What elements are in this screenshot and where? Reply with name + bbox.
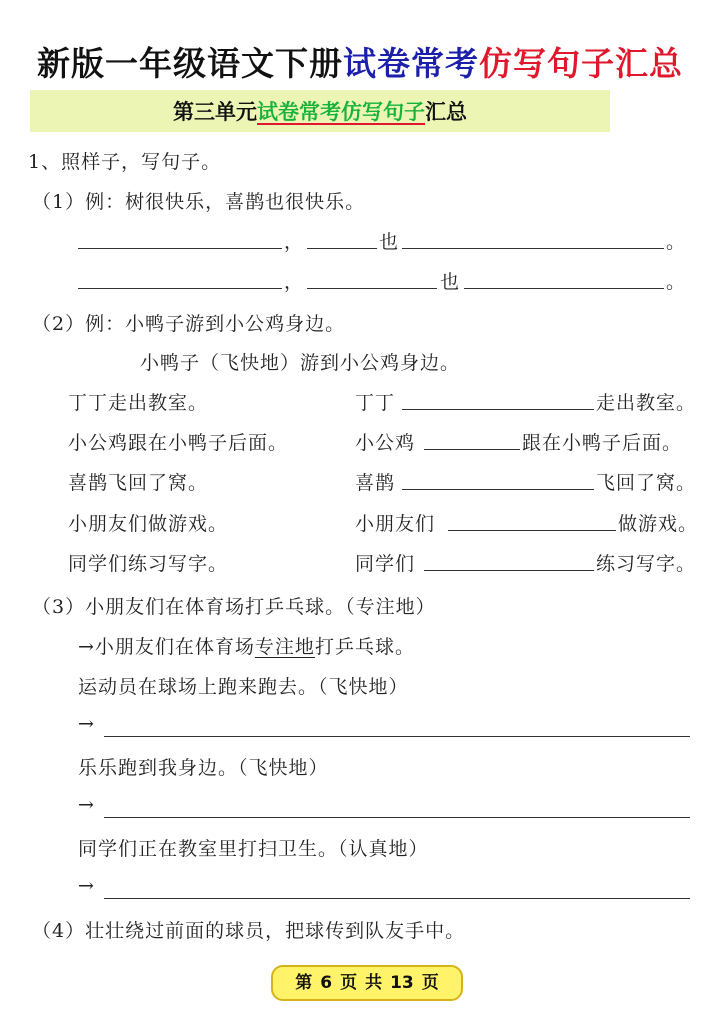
- answer-key: 专注地: [254, 636, 315, 658]
- rewrite-prefix: 喜鹊: [355, 472, 396, 494]
- page-number-badge: [271, 965, 463, 1001]
- blank-line[interactable]: [402, 248, 664, 249]
- blank-line[interactable]: [402, 489, 594, 490]
- blank-line[interactable]: [464, 288, 664, 289]
- blank-line[interactable]: [307, 288, 437, 289]
- subtitle: [30, 96, 610, 126]
- original-sentence: 小朋友们做游戏。: [68, 513, 229, 535]
- example-1: （1）例：树很快乐，喜鹊也很快乐。: [32, 191, 366, 213]
- example-3-answer: [78, 632, 415, 659]
- ye-char: 也: [379, 231, 400, 253]
- question-heading: 1、照样子，写句子。: [28, 151, 222, 173]
- arrow: →: [78, 713, 95, 735]
- comma: ，: [284, 271, 305, 293]
- original-sentence: 小公鸡跟在小鸭子后面。: [68, 432, 289, 454]
- rewrite-suffix: 练习写字。: [596, 553, 697, 575]
- original-sentence: 同学们练习写字。: [68, 553, 229, 575]
- exercise-sentence: 乐乐跑到我身边。（飞快地）: [78, 757, 329, 779]
- rewrite-prefix: 丁丁: [355, 392, 396, 414]
- answer-pre: →小朋友们在体育场: [78, 636, 255, 658]
- blank-line[interactable]: [78, 288, 282, 289]
- page-title: [0, 38, 720, 85]
- total-pages: 13: [390, 973, 414, 993]
- ye-char: 也: [440, 271, 461, 293]
- example-3: （3）小朋友们在体育场打乒乓球。（专注地）: [32, 596, 436, 618]
- exercise-sentence: 运动员在球场上跑来跑去。（飞快地）: [78, 676, 409, 698]
- blank-line[interactable]: [448, 530, 616, 531]
- blank-line[interactable]: [424, 570, 594, 571]
- footer-gong: 共: [365, 973, 383, 993]
- title-part2: 试卷常考: [343, 44, 479, 83]
- answer-line[interactable]: [104, 817, 690, 818]
- answer-line[interactable]: [104, 898, 690, 899]
- rewrite-prefix: 小公鸡: [355, 432, 416, 454]
- title-part1: 新版一年级语文下册: [37, 44, 343, 83]
- example-2: （2）例：小鸭子游到小公鸡身边。: [32, 313, 346, 335]
- arrow: →: [78, 875, 95, 897]
- subtitle-part2: 试卷常考仿写句子: [257, 100, 425, 124]
- period: 。: [666, 231, 687, 253]
- current-page: 6: [320, 973, 333, 993]
- answer-post: 打乒乓球。: [314, 636, 415, 658]
- blank-line[interactable]: [78, 248, 282, 249]
- blank-line[interactable]: [402, 409, 594, 410]
- arrow: →: [78, 794, 95, 816]
- blank-line[interactable]: [424, 449, 520, 450]
- rewrite-suffix: 跟在小鸭子后面。: [522, 432, 683, 454]
- rewrite-suffix: 做游戏。: [618, 513, 699, 535]
- footer-ye2: 页: [421, 973, 439, 993]
- subtitle-part1: 第三单元: [173, 100, 257, 124]
- title-part3: 仿写句子汇总: [479, 44, 683, 83]
- original-sentence: 丁丁走出教室。: [68, 392, 209, 414]
- rewrite-suffix: 飞回了窝。: [596, 472, 697, 494]
- rewrite-prefix: 小朋友们: [355, 513, 436, 535]
- example-4: （4）壮壮绕过前面的球员，把球传到队友手中。: [32, 920, 466, 942]
- example-2-answer: 小鸭子（飞快地）游到小公鸡身边。: [140, 352, 461, 374]
- rewrite-suffix: 走出教室。: [596, 392, 697, 414]
- comma: ，: [284, 231, 305, 253]
- blank-line[interactable]: [307, 248, 377, 249]
- footer-ye: 页: [340, 973, 358, 993]
- subtitle-part3: 汇总: [425, 100, 467, 124]
- footer-di: 第: [295, 973, 313, 993]
- original-sentence: 喜鹊飞回了窝。: [68, 472, 209, 494]
- answer-line[interactable]: [104, 736, 690, 737]
- rewrite-prefix: 同学们: [355, 553, 416, 575]
- exercise-sentence: 同学们正在教室里打扫卫生。（认真地）: [78, 838, 429, 860]
- period: 。: [666, 271, 687, 293]
